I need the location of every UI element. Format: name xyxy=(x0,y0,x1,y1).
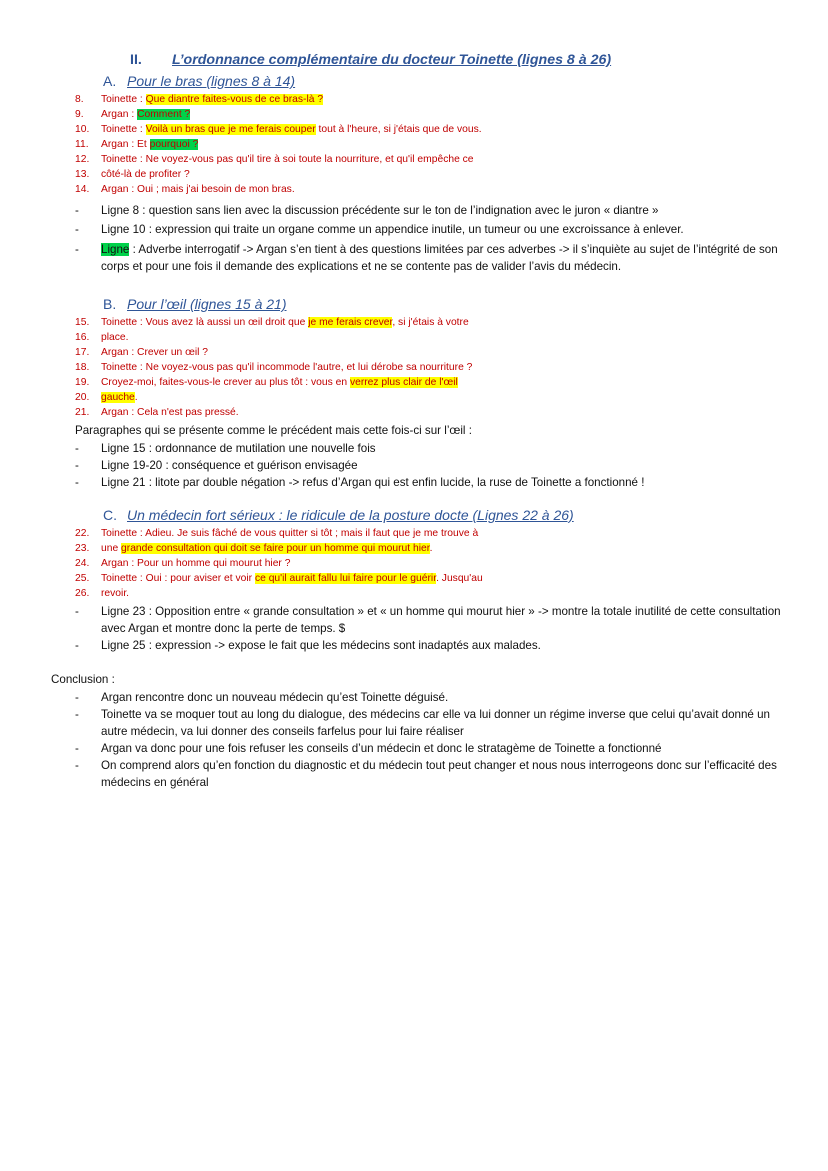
highlight: Voilà un bras que je me ferais couper xyxy=(145,124,316,135)
highlight: Comment ? xyxy=(137,109,191,120)
text-line: 20. gauche. xyxy=(75,392,138,403)
conclusion-title: Conclusion : xyxy=(51,673,115,686)
text-line: 15. Toinette : Vous avez là aussi un œil droit que je me ferais crever, si j'étais à votre xyxy=(75,317,469,328)
comment-item: - Ligne 8 : question sans lien avec la discussion précédente sur le ton de l’indignation avec le juron « diantre » xyxy=(75,204,659,217)
conclusion-item: - Argan rencontre donc un nouveau médecin qu’est Toinette déguisé. xyxy=(75,691,449,704)
part-b-title: Pour l’œil (lignes 15 à 21) xyxy=(127,296,287,312)
comment-item: - Ligne 25 : expression -> expose le fait que les médecins sont inadaptés aux malades. xyxy=(75,639,541,652)
text-line: 8. Toinette : Que diantre faites-vous de ce bras-là ? xyxy=(75,94,324,105)
highlight: grande consultation qui doit se faire pour un homme qui mourut hier xyxy=(121,543,430,554)
text-line: 26. revoir. xyxy=(75,588,130,599)
line-number: 16. xyxy=(75,332,90,343)
line-number: 24. xyxy=(75,558,90,569)
comment-item: - Ligne 23 : Opposition entre « grande consultation » et « un homme qui mourut hier » -> montre la totale inutilité de cette consultation avec Argan et montre donc la perte de temps. $ xyxy=(75,605,781,635)
text-line: 21. Argan : Cela n'est pas pressé. xyxy=(75,407,239,418)
part-c-letter: C. xyxy=(103,507,117,523)
line-number: 8. xyxy=(75,94,84,105)
part-a-heading xyxy=(103,73,295,89)
section-title: L’ordonnance complémentaire du docteur Toinette (lignes 8 à 26) xyxy=(172,52,612,68)
part-a-title: Pour le bras (lignes 8 à 14) xyxy=(127,73,296,89)
comment-item: - Ligne 15 : ordonnance de mutilation une nouvelle fois xyxy=(75,442,376,455)
highlight: pourquoi ? xyxy=(149,139,199,150)
line-number: 18. xyxy=(75,362,90,373)
text-line: 11. Argan : Et pourquoi ? xyxy=(75,139,199,150)
line-number: 23. xyxy=(75,543,90,554)
conclusion-item: - On comprend alors qu’en fonction du diagnostic et du médecin tout peut changer et nous nous interrogeons donc sur l’efficacité des médecins en général xyxy=(75,759,777,789)
text-line: 23. une grande consultation qui doit se faire pour un homme qui mourut hier. xyxy=(75,543,433,554)
text-line: 19. Croyez-moi, faites-vous-le crever au plus tôt : vous en verrez plus clair de l'œil xyxy=(75,377,458,388)
highlight: gauche xyxy=(101,392,135,403)
part-b-heading xyxy=(103,296,287,312)
line-number: 13. xyxy=(75,169,90,180)
highlight: Que diantre faites-vous de ce bras-là ? xyxy=(145,94,324,105)
line-number: 11. xyxy=(75,139,89,150)
part-c-heading xyxy=(103,507,574,523)
section-heading xyxy=(130,52,611,68)
comment-item: - Ligne 10 : expression qui traite un organe comme un appendice inutile, un tumeur ou une excroissance à enlever. xyxy=(75,223,684,236)
line-number: 9. xyxy=(75,109,84,120)
part-b-intro: Paragraphes qui se présente comme le précédent mais cette fois-ci sur l’œil : xyxy=(75,424,472,437)
comment-item: - Ligne 19-20 : conséquence et guérison envisagée xyxy=(75,459,358,472)
line-number: 15. xyxy=(75,317,90,328)
line-number: 22. xyxy=(75,528,90,539)
text-line: 13. côté-là de profiter ? xyxy=(75,169,190,180)
text-line: 24. Argan : Pour un homme qui mourut hier ? xyxy=(75,558,291,569)
comment-item: - Ligne : Adverbe interrogatif -> Argan s’en tient à des questions limitées par ces adverbes -> il s’inquiète au sujet de l’intégrité de son corps et pour une fois il demande des explications et ne se contente pas de valider l’avis du médecin. xyxy=(75,243,778,273)
part-c-title: Un médecin fort sérieux : le ridicule de la posture docte (Lignes 22 à 26) xyxy=(127,507,574,523)
conclusion-item: - Toinette va se moquer tout au long du dialogue, des médecins car elle va lui donner un régime inverse que celui qu’avait donné un autre médecin, va lui donner des conseils farfelus pour lui faire réaliser xyxy=(75,708,771,738)
highlight: ce qu'il aurait fallu lui faire pour le guérir xyxy=(254,573,437,584)
line-number: 21. xyxy=(75,407,90,418)
line-number: 12. xyxy=(75,154,90,165)
conclusion-item: - Argan va donc pour une fois refuser les conseils d’un médecin et donc le stratagème de Toinette a fonctionné xyxy=(75,742,662,755)
comment-item: - Ligne 21 : litote par double négation -> refus d’Argan qui est enfin lucide, la ruse de Toinette a fonctionné ! xyxy=(75,476,645,489)
line-number: 10. xyxy=(75,124,90,135)
section-number: II. xyxy=(130,52,142,68)
text-line: 22. Toinette : Adieu. Je suis fâché de vous quitter si tôt ; mais il faut que je me trouve à xyxy=(75,528,479,539)
text-line: 12. Toinette : Ne voyez-vous pas qu'il tire à soi toute la nourriture, et qu'il empêche ce xyxy=(75,154,474,165)
line-number: 20. xyxy=(75,392,90,403)
line-number: 25. xyxy=(75,573,90,584)
highlight: verrez plus clair de l'œil xyxy=(349,377,458,388)
line-number: 17. xyxy=(75,347,90,358)
text-line: 18. Toinette : Ne voyez-vous pas qu'il incommode l'autre, et lui dérobe sa nourriture ? xyxy=(75,362,473,373)
text-line: 10. Toinette : Voilà un bras que je me ferais couper tout à l'heure, si j'étais que de vous. xyxy=(75,124,482,135)
part-a-letter: A. xyxy=(103,73,117,89)
highlight: Ligne xyxy=(101,243,130,256)
text-line: 14. Argan : Oui ; mais j'ai besoin de mon bras. xyxy=(75,184,295,195)
text-line: 25. Toinette : Oui : pour aviser et voir ce qu'il aurait fallu lui faire pour le guérir. Jusqu'au xyxy=(75,573,483,584)
text-line: 16. place. xyxy=(75,332,129,343)
line-number: 14. xyxy=(75,184,90,195)
line-number: 26. xyxy=(75,588,90,599)
highlight: je me ferais crever xyxy=(308,317,393,328)
text-line: 17. Argan : Crever un œil ? xyxy=(75,347,209,358)
line-number: 19. xyxy=(75,377,90,388)
part-b-letter: B. xyxy=(103,296,117,312)
text-line: 9. Argan : Comment ? xyxy=(75,109,191,120)
